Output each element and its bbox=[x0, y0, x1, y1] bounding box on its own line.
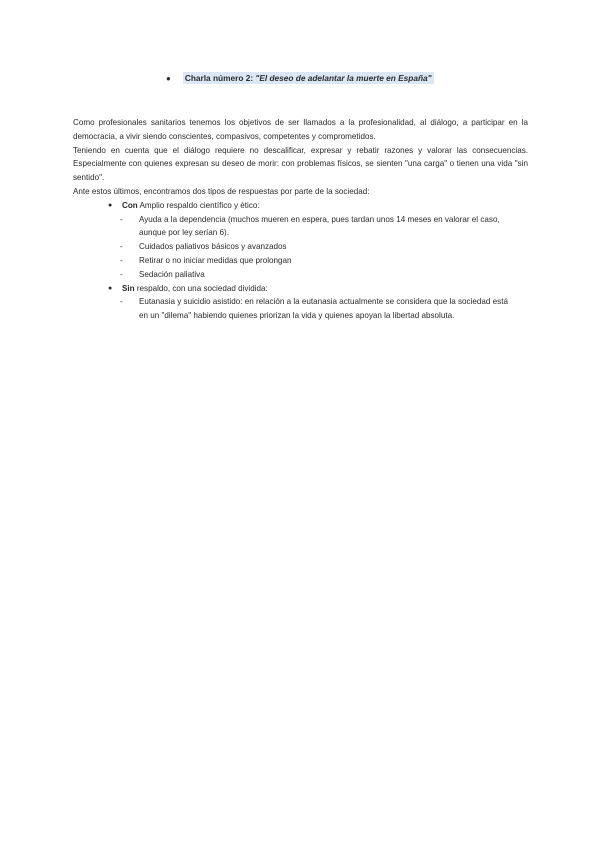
dash-icon: - bbox=[120, 242, 123, 252]
paragraph-dialogue: Teniendo en cuenta que el diálogo requiere no descalificar, expresar y rebatir razones y valorar las consecuencias. Especialmente con quienes expresan su deseo de morir: con problemas físicos, se sienten "una carga" o tienen una vida "sin sentido". bbox=[73, 145, 528, 183]
title-prefix: Charla número 2: bbox=[184, 73, 256, 83]
list-item: - Retirar o no iniciar medidas que prolongan bbox=[73, 254, 528, 268]
list-item-sin bbox=[73, 282, 528, 323]
list-item-con bbox=[73, 199, 528, 282]
dash-icon: - bbox=[120, 269, 123, 279]
list-item: - Sedación paliativa bbox=[73, 268, 528, 282]
list-item: - Eutanasia y suicidio asistido: en relación a la eutanasia actualmente se considera que la sociedad está en un "dilema" habiendo quienes priorizan la vida y quienes apoyan la libertad absoluta. bbox=[120, 297, 508, 321]
sublist-sin bbox=[122, 295, 528, 323]
sublist-con bbox=[122, 213, 528, 282]
bullet-icon: ● bbox=[166, 73, 171, 83]
dash-icon: - bbox=[120, 214, 123, 224]
paragraph-intro: Como profesionales sanitarios tenemos los objetivos de ser llamados a la profesionalidad, al diálogo, a participar en la democracia, a vivir siendo conscientes, compasivos, competentes y comprometidos. bbox=[73, 118, 528, 141]
paragraph-responses: Ante estos últimos, encontramos dos tipos de respuestas por parte de la sociedad: bbox=[73, 186, 370, 196]
title-row bbox=[166, 72, 434, 84]
title-quote: "El deseo de adelantar la muerte en España" bbox=[255, 73, 432, 83]
response-list bbox=[73, 199, 528, 323]
group-label: Con bbox=[122, 200, 138, 210]
dash-icon: - bbox=[120, 255, 123, 265]
group-text: Amplio respaldo científico y ético: bbox=[137, 200, 260, 210]
dash-icon: - bbox=[120, 297, 123, 307]
bullet-icon: ● bbox=[108, 201, 113, 209]
list-item: - Ayuda a la dependencia (muchos mueren en espera, pues tardan unos 14 meses en valorar el caso, aunque por ley serían 6). bbox=[120, 214, 500, 238]
group-label: Sin bbox=[122, 283, 135, 293]
group-text: respaldo, con una sociedad dividida: bbox=[134, 283, 268, 293]
bullet-icon: ● bbox=[108, 284, 113, 292]
document-body bbox=[73, 116, 528, 323]
list-item: - Cuidados paliativos básicos y avanzados bbox=[73, 240, 528, 254]
document-title bbox=[183, 72, 434, 84]
